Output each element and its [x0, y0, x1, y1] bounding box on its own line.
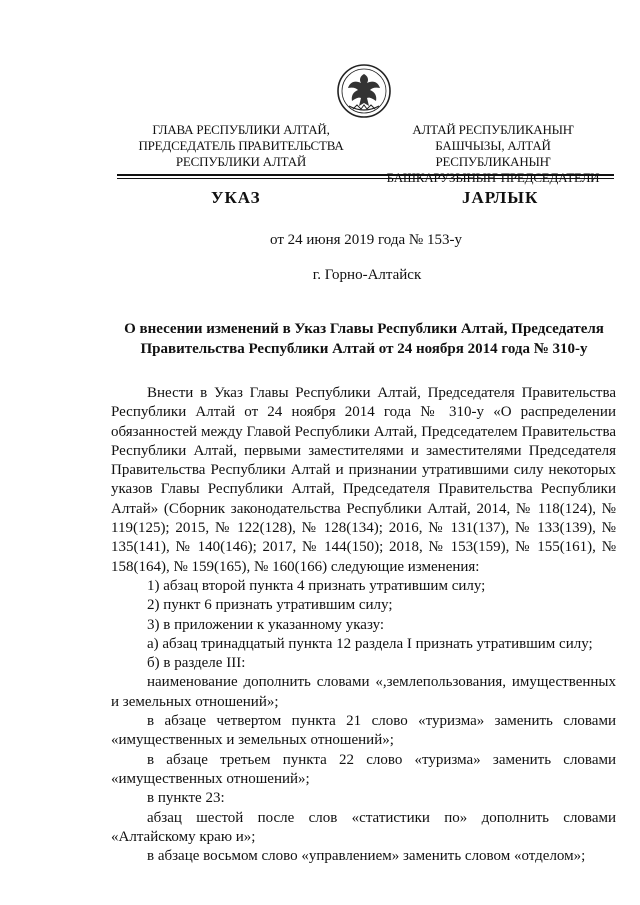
- header-left-line-1: ГЛАВА РЕСПУБЛИКИ АЛТАЙ,: [152, 122, 330, 137]
- decree-label-ru: УКАЗ: [211, 188, 261, 207]
- body-paragraph: в пункте 23:: [147, 790, 225, 807]
- body-paragraph: абзац шестой после слов «статистики по» дополнить словами «Алтайскому краю и»;: [111, 809, 616, 845]
- header-right: [380, 122, 606, 186]
- header-divider-thick: [117, 174, 614, 176]
- body-paragraph: б) в разделе III:: [147, 655, 246, 672]
- header-left-line-3: РЕСПУБЛИКИ АЛТАЙ: [175, 154, 307, 169]
- body-paragraph: 1) абзац второй пункта 4 признать утратившим силу;: [147, 577, 486, 594]
- body-paragraph: в абзаце четвертом пункта 21 слово «туризма» заменить словами «имущественных и земельных отношений»;: [111, 713, 616, 749]
- body-paragraph: наименование дополнить словами «,землепользования, имущественных и земельных отношений»;: [111, 674, 616, 710]
- decree-body: [111, 384, 616, 866]
- header-left: [118, 122, 364, 170]
- body-paragraph: в абзаце третьем пункта 22 слово «туризма» заменить словами «имущественных отношений»;: [111, 751, 616, 787]
- body-paragraph: в абзаце восьмом слово «управлением» заменить словом «отделом»;: [147, 848, 586, 865]
- header-divider-thin: [117, 178, 614, 179]
- header-left-line-2: ПРЕДСЕДАТЕЛЬ ПРАВИТЕЛЬСТВА: [138, 138, 344, 153]
- body-paragraph: а) абзац тринадцатый пункта 12 раздела I признать утратившим силу;: [147, 635, 593, 652]
- decree-city: г. Горно-Алтайск: [312, 267, 422, 283]
- decree-date: от 24 июня 2019 года № 153-у: [270, 232, 462, 248]
- decree-label-alt: ЈАРЛЫК: [462, 188, 539, 207]
- body-paragraph: 2) пункт 6 признать утратившим силу;: [147, 597, 393, 614]
- decree-title: О внесении изменений в Указ Главы Республики Алтай, Председателя Правительства Республики Алтай от 24 ноября 2014 года № 310-у: [124, 321, 604, 357]
- header-right-line-1: АЛТАЙ РЕСПУБЛИКАНЫҤ: [412, 122, 574, 137]
- header-right-line-2: БАШЧЫЗЫ, АЛТАЙ РЕСПУБЛИКАНЫҤ: [435, 138, 551, 169]
- coat-of-arms-icon: [337, 62, 391, 120]
- body-paragraph: Внести в Указ Главы Республики Алтай, Председателя Правительства Республики Алтай от 24 ноября 2014 года № 310-у «О распределении обязанностей между Главой Республики Алтай, Председателем Правительства Республики Алтай, первыми заместителями и заместителями Председателя Правительства Республики Алтай и признании утратившими силу некоторых указов Главы Республики Алтай, Председателя Правительства Республики Алтай» (Сборник законодательства Республики Алтай, 2014, № 118(124), № 119(125); 2015, № 122(128), № 128(134); 2016, № 131(137), № 133(139), № 135(141), № 140(146); 2017, № 144(150); 2018, № 153(159), № 155(161), № 158(164), № 159(165), № 160(166) следующие изменения:: [111, 385, 616, 575]
- body-paragraph: 3) в приложении к указанному указу:: [147, 616, 385, 633]
